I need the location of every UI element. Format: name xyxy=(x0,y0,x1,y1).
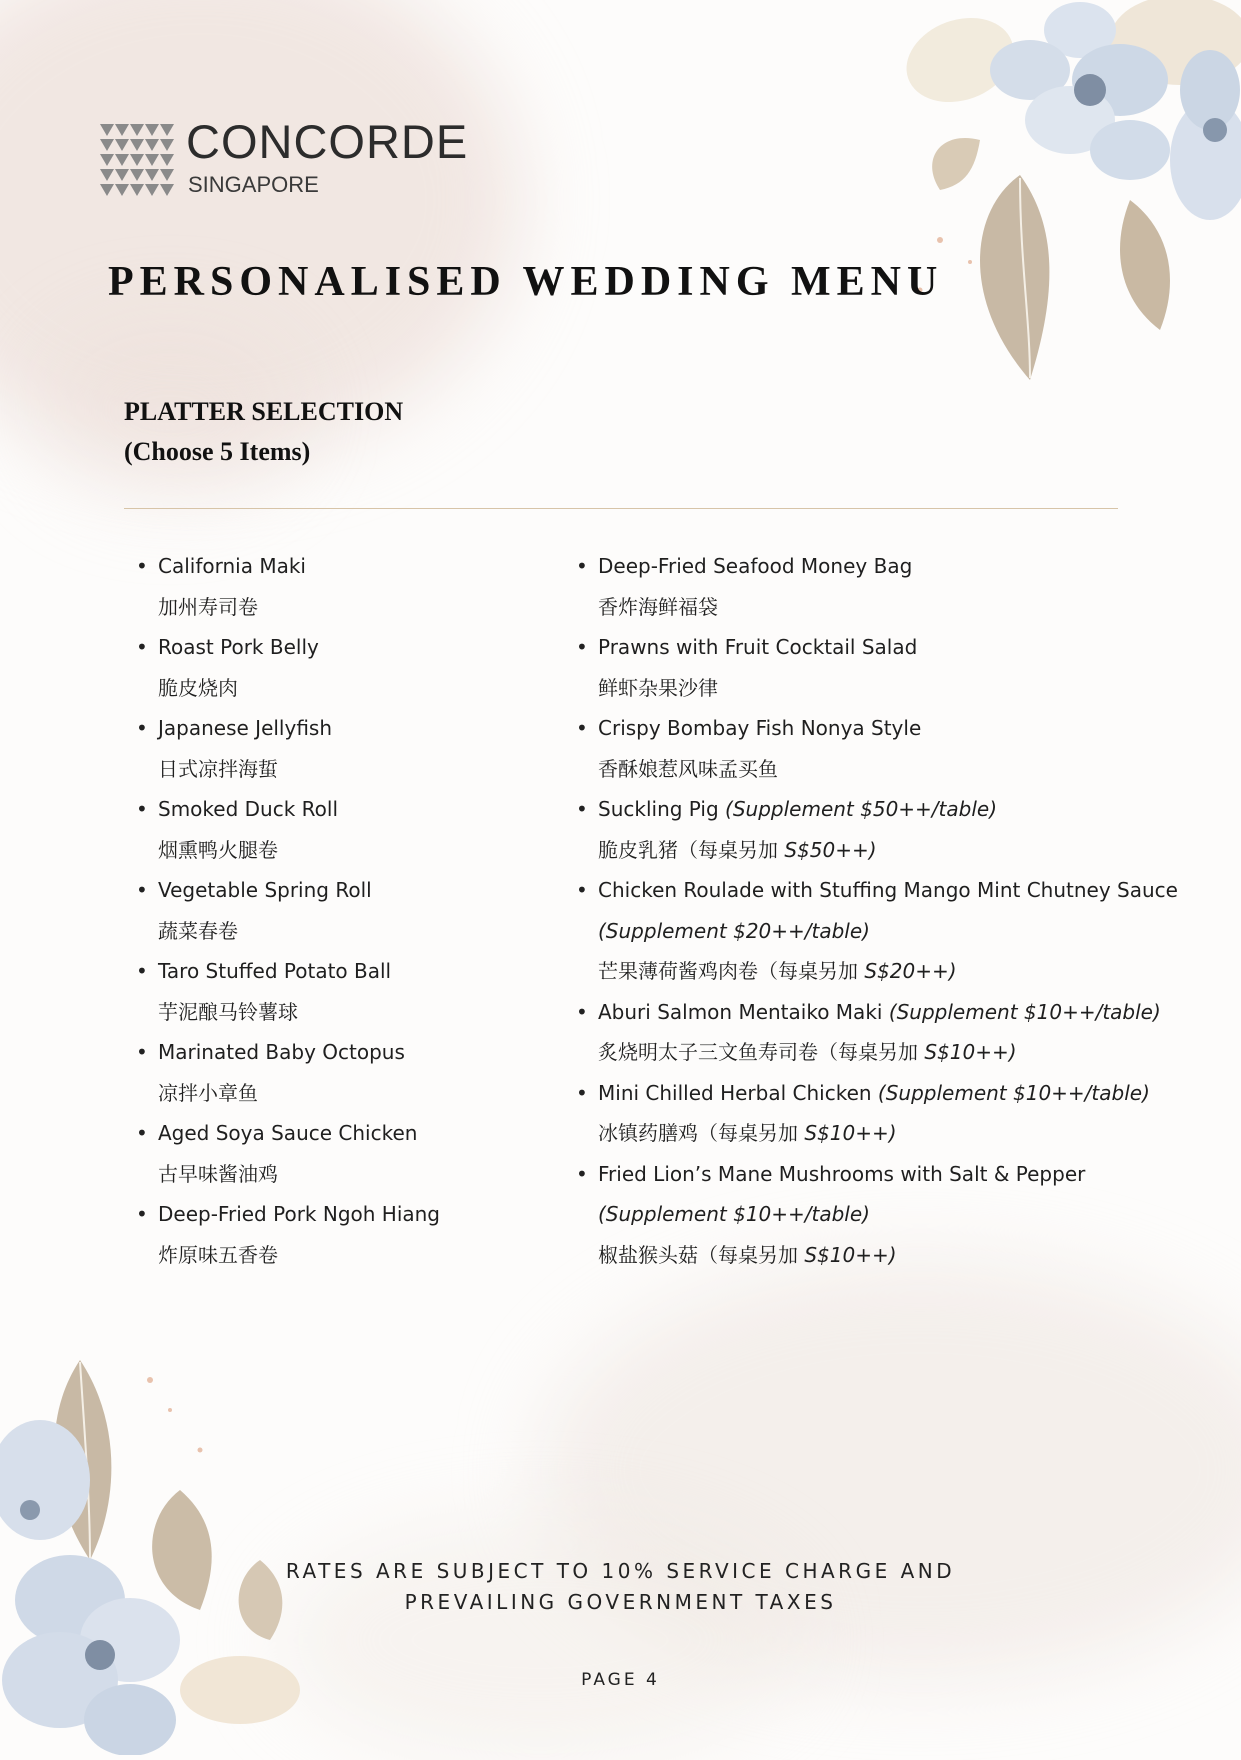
item-name-en: • Crispy Bombay Fish Nonya Style xyxy=(598,716,922,740)
item-supplement: (Supplement $10++/table) xyxy=(598,1202,870,1226)
item-name-line xyxy=(598,1073,1216,1114)
item-supplement-zh: S$20++) xyxy=(864,959,957,983)
item-name-zh: 古早味酱油鸡 xyxy=(158,1161,278,1186)
list-item xyxy=(136,1032,556,1113)
concorde-logo xyxy=(100,115,520,210)
service-charge-line-2: PREVAILING GOVERNMENT TAXES xyxy=(404,1590,837,1614)
list-item xyxy=(576,546,1216,627)
item-name-zh: 香酥娘惹风味孟买鱼 xyxy=(598,756,778,781)
item-supplement-zh: S$10++) xyxy=(804,1242,897,1267)
item-supplement: (Supplement $20++/table) xyxy=(598,918,870,943)
list-item xyxy=(136,951,556,1032)
item-name-en: • Smoked Duck Roll xyxy=(158,797,338,821)
item-name-en: • Taro Stuffed Potato Ball xyxy=(158,959,392,983)
item-name-en: • Deep-Fried Pork Ngoh Hiang xyxy=(158,1202,441,1226)
item-name-zh: 香炸海鲜福袋 xyxy=(598,594,718,619)
item-supplement-zh: S$10++) xyxy=(924,1040,1017,1064)
item-name-zh: 芋泥酿马铃薯球 xyxy=(158,999,298,1024)
list-item xyxy=(136,708,556,789)
list-item xyxy=(576,992,1216,1073)
item-name-en: Suckling Pig xyxy=(598,797,719,821)
item-name-line xyxy=(598,789,1216,830)
item-name-line xyxy=(598,992,1216,1033)
item-name-zh: 脆皮乳猪（每桌另加 xyxy=(598,837,778,862)
logo-triangle-mark-icon xyxy=(100,124,174,196)
list-item xyxy=(576,708,1216,789)
item-name-en: • Deep-Fried Seafood Money Bag xyxy=(598,554,913,578)
item-name-zh: 鲜虾杂果沙律 xyxy=(598,675,718,700)
section-subheading: (Choose 5 Items) xyxy=(124,437,311,466)
item-name-zh: 炙烧明太子三文鱼寿司卷（每桌另加 xyxy=(598,1040,918,1064)
item-name-en: • Fried Lion’s Mane Mushrooms with Salt & Pepper xyxy=(598,1161,1086,1186)
list-item xyxy=(136,789,556,870)
item-name-en: • Prawns with Fruit Cocktail Salad xyxy=(598,635,918,659)
list-item xyxy=(576,627,1216,708)
item-name-en: • Marinated Baby Octopus xyxy=(158,1040,405,1064)
brand-location: SINGAPORE xyxy=(188,172,319,197)
floral-decoration-bottom xyxy=(0,1340,320,1755)
item-name-en: • Aged Soya Sauce Chicken xyxy=(158,1121,418,1145)
menu-list-right xyxy=(576,546,1216,1275)
page-title: PERSONALISED WEDDING MENU xyxy=(108,259,944,305)
item-name-zh: 蔬菜春卷 xyxy=(158,918,238,943)
menu-list-left xyxy=(136,546,556,1275)
list-item xyxy=(136,546,556,627)
item-supplement: (Supplement $10++/table) xyxy=(877,1080,1150,1105)
item-name-zh: 加州寿司卷 xyxy=(158,594,258,619)
item-name-zh-line xyxy=(598,1235,1216,1276)
item-name-en: • Chicken Roulade with Stuffing Mango Mint Chutney Sauce xyxy=(598,878,1178,902)
list-item xyxy=(576,870,1216,992)
item-name-zh-line xyxy=(598,830,1216,871)
item-supplement: (Supplement $10++/table) xyxy=(888,999,1161,1024)
service-charge-line-1: RATES ARE SUBJECT TO 10% SERVICE CHARGE AND xyxy=(285,1559,956,1583)
item-supplement-zh: S$10++) xyxy=(804,1121,897,1145)
item-name-zh: 炸原味五香卷 xyxy=(158,1242,278,1267)
item-name-en: • Japanese Jellyfish xyxy=(158,716,333,740)
list-item xyxy=(576,789,1216,870)
divider xyxy=(124,508,1118,509)
item-name-zh-line xyxy=(598,1113,1216,1154)
item-name-zh: 芒果薄荷酱鸡肉卷（每桌另加 xyxy=(598,959,858,983)
item-name-zh: 椒盐猴头菇（每桌另加 xyxy=(598,1242,798,1267)
item-name-en: Aburi Salmon Mentaiko Maki xyxy=(598,999,883,1024)
list-item xyxy=(576,1073,1216,1154)
item-name-en: • California Maki xyxy=(158,554,306,578)
item-name-zh: 烟熏鸭火腿卷 xyxy=(158,837,278,862)
list-item xyxy=(136,627,556,708)
item-supplement-zh: S$50++) xyxy=(784,837,877,862)
item-name-en: • Vegetable Spring Roll xyxy=(158,878,372,902)
list-item xyxy=(136,870,556,951)
item-name-zh: 日式凉拌海蜇 xyxy=(158,756,278,781)
item-supplement: (Supplement $50++/table) xyxy=(725,797,998,821)
list-item xyxy=(136,1113,556,1194)
page-number: PAGE 4 xyxy=(581,1670,660,1690)
item-name-zh-line xyxy=(598,1032,1216,1073)
section-heading-text: PLATTER SELECTION xyxy=(124,397,404,426)
list-item xyxy=(576,1154,1216,1276)
section-heading xyxy=(124,392,403,472)
floral-decoration-top xyxy=(880,0,1241,400)
item-name-en: • Roast Pork Belly xyxy=(158,635,319,659)
item-name-zh: 脆皮烧肉 xyxy=(158,675,238,700)
item-name-zh-line xyxy=(598,951,1216,992)
item-name-zh: 冰镇药膳鸡（每桌另加 xyxy=(598,1121,798,1145)
item-name-zh: 凉拌小章鱼 xyxy=(158,1080,258,1105)
item-name-en: Mini Chilled Herbal Chicken xyxy=(598,1080,872,1105)
brand-name: CONCORDE xyxy=(186,115,469,168)
list-item xyxy=(136,1194,556,1275)
service-charge-note xyxy=(0,1556,1241,1618)
